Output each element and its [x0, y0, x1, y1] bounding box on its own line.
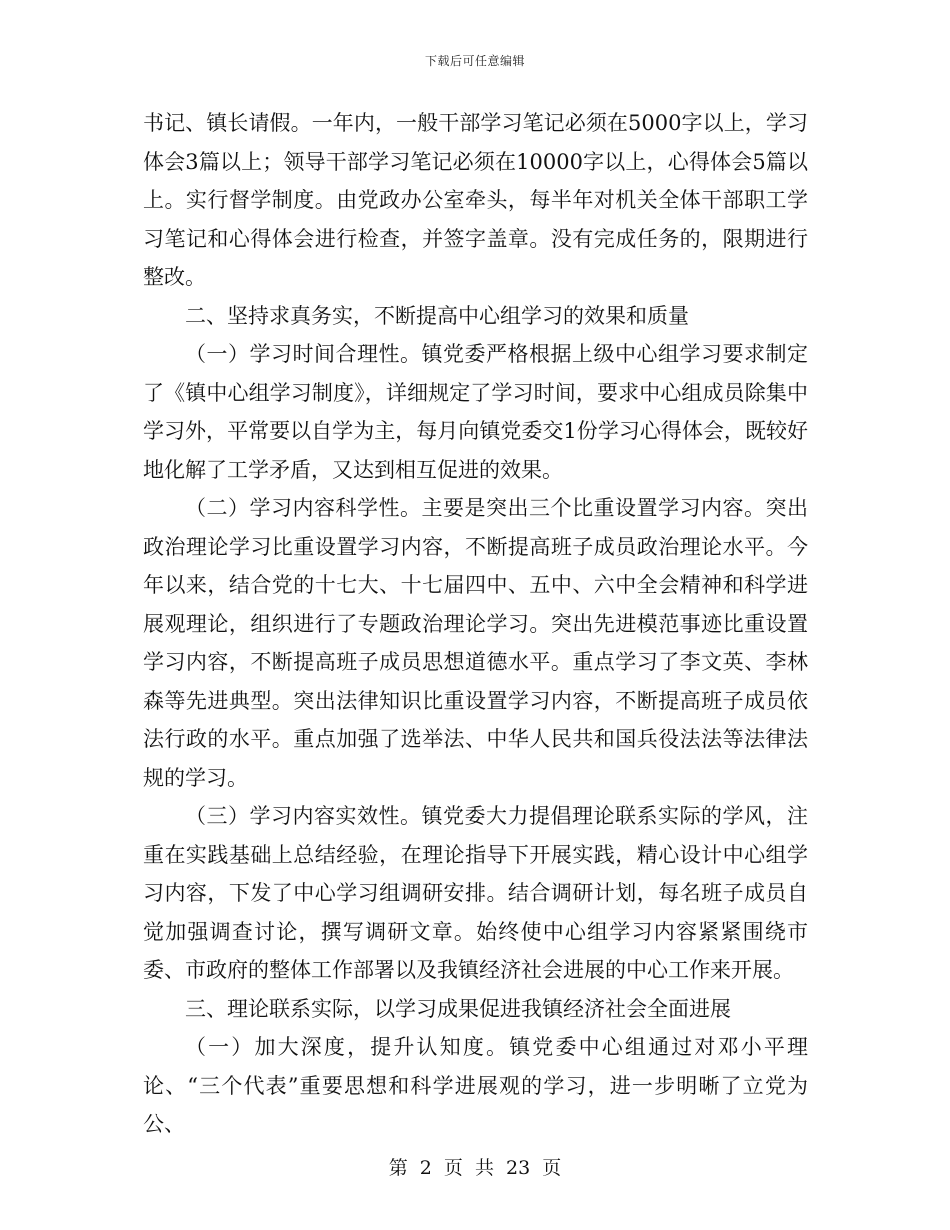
paragraph-4: （二）学习内容科学性。主要是突出三个比重设置学习内容。突出政治理论学习比重设置学习内容，不断提高班子成员政治理论水平。今年以来，结合党的十七大、十七届四中、五中、六中全会精神和科学进展观理论，组织进行了专题政治理论学习。突出先进模范事迹比重设置学习内容，不断提高班子成员思想道德水平。重点学习了李文英、李林森等先进典型。突出法律知识比重设置学习内容，不断提高班子成员依法行政的水平。重点加强了选举法、中华人民共和国兵役法法等法律法规的学习。: [143, 496, 808, 790]
paragraph-3: （一）学习时间合理性。镇党委严格根据上级中心组学习要求制定了《镇中心组学习制度》，详细规定了学习时间，要求中心组成员除集中学习外，平常要以自学为主，每月向镇党委交1份学习心得体会，既较好地化解了工学矛盾，又达到相互促进的效果。: [143, 342, 808, 482]
section-heading-3: 三、理论联系实际，以学习成果促进我镇经济社会全面进展: [185, 996, 731, 1021]
page-header-note: 下载后可任意编辑: [424, 54, 525, 68]
paragraph-5: （三）学习内容实效性。镇党委大力提倡理论联系实际的学风，注重在实践基础上总结经验，在理论指导下开展实践，精心设计中心组学习内容，下发了中心学习组调研安排。结合调研计划，每名班子成员自觉加强调查讨论，撰写调研文章。始终使中心组学习内容紧紧围绕市委、市政府的整体工作部署以及我镇经济社会进展的中心工作来开展。: [143, 804, 808, 982]
section-heading-2: 二、坚持求真务实，不断提高中心组学习的效果和质量: [185, 303, 689, 328]
paragraph-1: 书记、镇长请假。一年内，一般干部学习笔记必须在5000字以上，学习体会3篇以上；领导干部学习笔记必须在10000字以上，心得体会5篇以上。实行督学制度。由党政办公室牵头，每半年对机关全体干部职工学习笔记和心得体会进行检查，并签字盖章。没有完成任务的，限期进行整改。: [143, 111, 808, 289]
page-number: 第 2 页 共 23 页: [388, 1157, 562, 1179]
document-body: [143, 104, 808, 1144]
paragraph-7: （一）加大深度，提升认知度。镇党委中心组通过对邓小平理论、“三个代表”重要思想和科学进展观的学习，进一步明晰了立党为公、: [143, 1035, 808, 1136]
